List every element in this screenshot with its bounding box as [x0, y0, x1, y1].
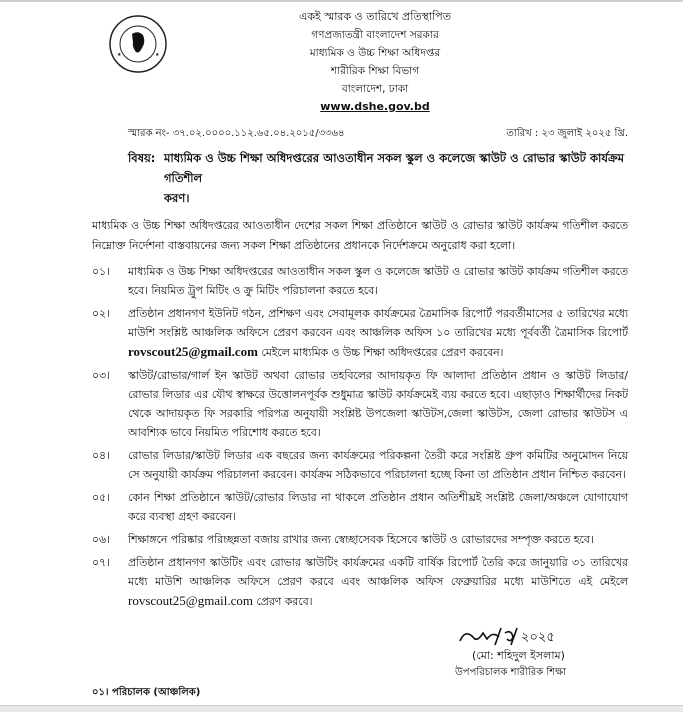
- item-text-after: প্রেরণ করবে।: [252, 595, 313, 608]
- item-text-wrap: [128, 553, 628, 611]
- list-item: [92, 304, 628, 362]
- item-text: স্কাউট/রোভার/গার্ল ইন স্কাউট অথবা রোভার তহবিলের আদায়কৃত ফি আলাদা প্রতিষ্ঠান প্রধান ও স্কাউট লিডার/রোভার লিডার এর যৌথ স্বাক্ষরে উত্তোলনপূর্বক শুধুমাত্র স্কাউট কার্যক্রমেই ব্যয় করতে হবে। এছাড়াও শিক্ষার্থীদের নিকট থেকে আদায়কৃত ফি সরকারি পরিপত্র অনুযায়ী সংশ্লিষ্ট উপজেলা স্কাউটস,জেলা স্কাউটস, জেলা রোভার স্কাউটস এ আবশ্যিক ভাবে নিয়মিত পরিশোধ করতে হবে।: [128, 369, 628, 439]
- directorate-name: মাধ্যমিক ও উচ্চ শিক্ষা অধিদপ্তর: [309, 47, 441, 59]
- signature-block: [455, 625, 655, 681]
- location: বাংলাদেশ, ঢাকা: [341, 83, 409, 95]
- government-seal-logo: [108, 14, 168, 74]
- email-link[interactable]: rovscout25@gmail.com: [128, 344, 258, 359]
- list-item: [92, 446, 628, 484]
- item-text: রোভার লিডার/স্কাউট লিডার এক বছরের জন্য কার্যক্রমের পরিকল্পনা তৈরী করে সংশ্লিষ্ট গ্রুপ কমিটির অনুমোদন নিয়ে সে অনুযায়ী কার্যক্রম পরিচালনা করবেন। কার্যক্রম সঠিকভাবে পরিচালনা হচ্ছে কিনা তা প্রতিষ্ঠান প্রধান নিশ্চিত করবেন।: [128, 449, 628, 481]
- list-item: [92, 488, 628, 526]
- subject-body: [164, 148, 628, 208]
- list-item: [92, 262, 628, 300]
- svg-text:★: ★: [117, 52, 122, 58]
- list-item: [92, 366, 628, 442]
- item-number: ০৩।: [92, 369, 110, 382]
- item-number: ০২।: [92, 307, 110, 320]
- subject-label: বিষয়:: [128, 151, 156, 165]
- subject-line1: মাধ্যমিক ও উচ্চ শিক্ষা অধিদপ্তরের আওতাধীন সকল স্কুল ও কলেজে স্কাউট ও রোভার স্কাউট কার্যক্রম গতিশীল: [164, 151, 624, 185]
- item-text: মাধ্যমিক ও উচ্চ শিক্ষা অধিদপ্তরের আওতাধীন সকল স্কুল ও কলেজে স্কাউট ও রোভার স্কাউট কার্যক্রম গতিশীল করতে হবে। নিয়মিত ট্রুপ মিটিং ও ক্রু মিটিং পরিচালনা করতে হবে।: [128, 265, 628, 297]
- subject: [128, 148, 628, 208]
- svg-text:২০২৫: ২০২৫: [521, 630, 555, 645]
- item-text-after: মেইলে মাধ্যমিক ও উচ্চ শিক্ষা অধিদপ্তরের প্রেরণ করবেন।: [261, 346, 504, 359]
- department-name: শারীরিক শিক্ষা বিভাগ: [330, 65, 420, 77]
- viewer-bottom-bar: [0, 705, 683, 712]
- item-number: ০৪।: [92, 449, 110, 462]
- letterhead-lines: [230, 8, 520, 116]
- signatory-name: (মো: শহিদুল ইসলাম): [472, 649, 565, 662]
- item-text-wrap: [128, 304, 628, 362]
- memo-date: তারিখ : ২৩ জুলাই ২০২৫ খ্রি.: [506, 128, 628, 139]
- item-text: কোন শিক্ষা প্রতিষ্ঠানে স্কাউট/রোভার লিডার না থাকলে প্রতিষ্ঠান প্রধান অতিশীঘ্রই সংশ্লিষ্ট জেলা/অঞ্চলে যোগাযোগ করে ব্যবস্থা গ্রহণ করবেন।: [128, 491, 628, 523]
- item-number: ০১।: [92, 265, 110, 278]
- distribution-first-item: ০১। পরিচালক (আঞ্চলিক): [92, 687, 201, 698]
- government-name: গণপ্রজাতন্ত্রী বাংলাদেশ সরকার: [311, 29, 439, 41]
- item-text: প্রতিষ্ঠান প্রধানগণ স্কাউটিং এবং রোভার স্কাউটিং কার্যক্রমের একটি বার্ষিক রিপোর্ট তৈরি করে জানুয়ারি ৩১ তারিখের মধ্যে মাউশি আঞ্চলিক অফিসে প্রেরণ করবে এবং আঞ্চলিক অফিস ফেব্রুয়ারির মধ্যে মাউশিতে এই মেইলে: [128, 556, 628, 588]
- intro-paragraph: মাধ্যমিক ও উচ্চ শিক্ষা অধিদপ্তরের আওতাধীন দেশের সকল শিক্ষা প্রতিষ্ঠানে স্কাউট ও রোভার স্কাউট কার্যক্রম গতিশীল করতে নিম্নোক্ত নির্দেশনা বাস্তবায়নের জন্য সকল শিক্ষা প্রতিষ্ঠানের প্রধানকে নির্দেশক্রমে অনুরোধ করা হলো।: [92, 219, 628, 252]
- item-text: প্রতিষ্ঠান প্রধানগণ ইউনিট গঠন, প্রশিক্ষণ এবং সেবামূলক কার্যক্রমের ত্রৈমাসিক রিপোর্ট পরবর্তীমাসের ৫ তারিখের মধ্যে মাউশি সংশ্লিষ্ট আঞ্চলিক অফিসে প্রেরণ করবেন এবং আঞ্চলিক অফিস ১০ তারিখের মধ্যে পূর্ববর্তী ত্রৈমাসিক রিপোর্ট: [128, 307, 628, 339]
- item-text: শিক্ষাঙ্গনে পরিষ্কার পরিচ্ছন্নতা বজায় রাখার জন্য স্বেচ্ছাসেবক হিসেবে স্কাউট ও রোভারদের সম্পৃক্ত করতে হবে।: [128, 533, 594, 546]
- instruction-list: [92, 262, 628, 611]
- list-item: [92, 530, 628, 549]
- replacement-note: একই স্মারক ও তারিখে প্রতিস্থাপিত: [298, 10, 451, 23]
- handwritten-signature: [455, 625, 585, 647]
- memo-row: [0, 126, 683, 142]
- subject-line2: করণ।: [164, 191, 190, 205]
- website-link[interactable]: www.dshe.gov.bd: [320, 100, 430, 113]
- email-link[interactable]: rovscout25@gmail.com: [128, 593, 253, 608]
- memo-number: স্মারক নং- ৩৭.০২.০০০০.১১২.৬৫.০৪.২০১৫/৩৩৬৪: [128, 128, 345, 139]
- svg-text:★: ★: [155, 52, 160, 58]
- list-item: [92, 553, 628, 611]
- item-number: ০৫।: [92, 491, 110, 504]
- signatory-designation: উপপরিচালক শারীরিক শিক্ষা: [455, 667, 567, 678]
- item-number: ০৬।: [92, 533, 110, 546]
- item-number: ০৭।: [92, 556, 110, 569]
- letterhead: [0, 2, 683, 120]
